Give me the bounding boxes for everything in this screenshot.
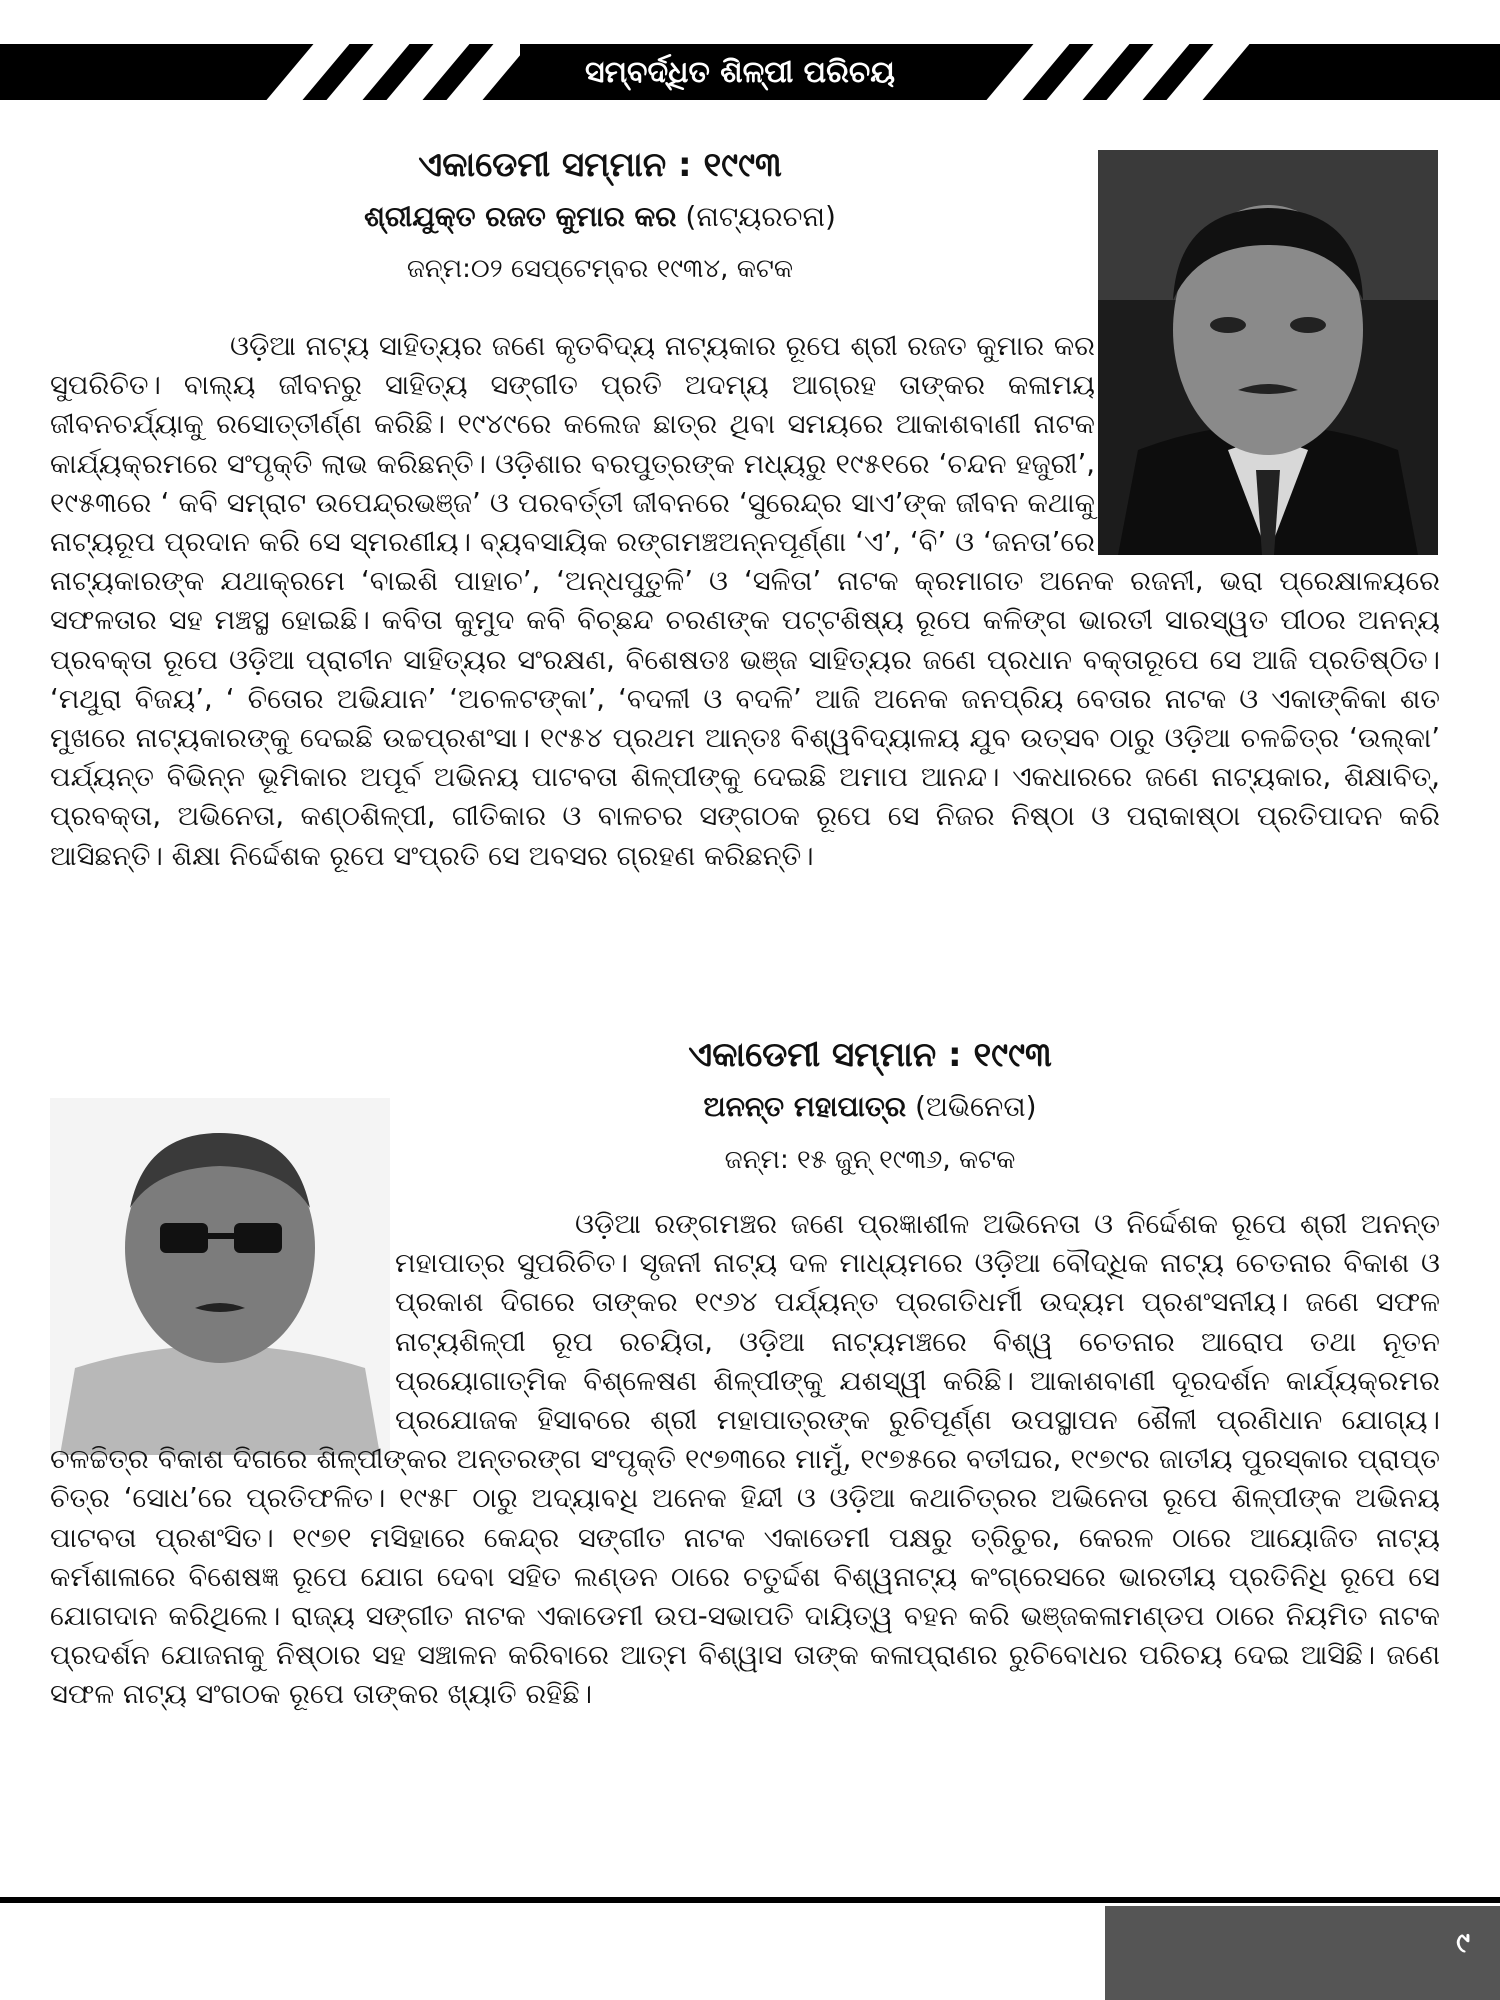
page-number: ୯ bbox=[1456, 1926, 1470, 1959]
profile2-award-heading: ଏକାଡେମୀ ସମ୍ମାନ : ୧୯୯୩ bbox=[688, 1035, 1052, 1075]
banner-title-box bbox=[520, 44, 960, 100]
page-number-box bbox=[1105, 1906, 1500, 2000]
profile2-bio-text: ଓଡ଼ିଆ ରଙ୍ଗମଞ୍ଚର ଜଣେ ପ୍ରଜ୍ଞାଶୀଳ ଅଭିନେତା ଓ ନିର୍ଦ୍ଦେଶକ ରୂପେ ଶ୍ରୀ ଅନନ୍ତ ମହାପାତ୍ର ସୁପରିଚିତ। ସୃଜନୀ ନାଟ୍ୟ ଦଳ ମାଧ୍ୟମରେ ଓଡ଼ିଆ ବୌଦ୍ଧିକ ନାଟ୍ୟ ଚେତନାର ବିକାଶ ଓ ପ୍ରକାଶ ଦିଗରେ ତାଙ୍କର ୧୯୬୪ ପର୍ଯ୍ୟନ୍ତ ପ୍ରଗତିଧର୍ମୀ ଉଦ୍ୟମ ପ୍ରଶଂସନୀୟ। ଜଣେ ସଫଳ ନାଟ୍ୟଶିଳ୍ପୀ ରୂପ ରଚୟିତା, ଓଡ଼ିଆ ନାଟ୍ୟମଞ୍ଚରେ ବିଶ୍ୱ ଚେତନାର ଆରୋପ ତଥା ନୂତନ ପ୍ରୟୋଗାତ୍ମିକ ବିଶ୍ଳେଷଣ ଶିଳ୍ପୀଙ୍କୁ ଯଶସ୍ୱୀ କରିଛି। ଆକାଶବାଣୀ ଦୂରଦର୍ଶନ କାର୍ଯ୍ୟକ୍ରମର ପ୍ରଯୋଜକ ହିସାବରେ ଶ୍ରୀ ମହାପାତ୍ରଙ୍କ ରୁଚିପୂର୍ଣ୍ଣ ଉପସ୍ଥାପନ ଶୈଳୀ ପ୍ରଣିଧାନ ଯୋଗ୍ୟ। ଚଳଚ୍ଚିତ୍ର ବିକାଶ ଦିଗରେ ଶିଳ୍ପୀଙ୍କର ଅନ୍ତରଙ୍ଗ ସଂପୃକ୍ତି ୧୯୭୩ରେ ମାମୁଁ, ୧୯୭୫ରେ ବତୀଘର, ୧୯୭୯ର ଜାତୀୟ ପୁରସ୍କାର ପ୍ରାପ୍ତ ଚିତ୍ର ‘ସୋଧ’ରେ ପ୍ରତିଫଳିତ। ୧୯୫୮ ଠାରୁ ଅଦ୍ୟାବଧି ଅନେକ ହିନ୍ଦୀ ଓ ଓଡ଼ିଆ କଥାଚିତ୍ରର ଅଭିନେତା ରୂପେ ଶିଳ୍ପୀଙ୍କ ଅଭିନୟ ପାଟବତା ପ୍ରଶଂସିତ। ୧୯୭୧ ମସିହାରେ କେନ୍ଦ୍ର ସଙ୍ଗୀତ ନାଟକ ଏକାଡେମୀ ପକ୍ଷରୁ ତ୍ରିଚୁର, କେରଳ ଠାରେ ଆୟୋଜିତ ନାଟ୍ୟ କର୍ମଶାଳାରେ ବିଶେଷଜ୍ଞ ରୂପେ ଯୋଗ ଦେବା ସହିତ ଲଣ୍ଡନ ଠାରେ ଚତୁର୍ଦ୍ଦଶ ବିଶ୍ୱନାଟ୍ୟ କଂଗ୍ରେସରେ ଭାରତୀୟ ପ୍ରତିନିଧି ରୂପେ ସେ ଯୋଗଦାନ କରିଥିଲେ। ରାଜ୍ୟ ସଙ୍ଗୀତ ନାଟକ ଏକାଡେମୀ ଉପ-ସଭାପତି ଦାୟିତ୍ୱ ବହନ କରି ଭଞ୍ଜକଳାମଣ୍ଡପ ଠାରେ ନିୟମିତ ନାଟକ ପ୍ରଦର୍ଶନ ଯୋଜନାକୁ ନିଷ୍ଠାର ସହ ସଞ୍ଚାଳନ କରିବାରେ ଆତ୍ମ ବିଶ୍ୱାସ ତାଙ୍କ କଳାପ୍ରାଣର ରୁଚିବୋଧର ପରିଚୟ ଦେଇ ଆସିଛି। ଜଣେ ସଫଳ ନାଟ୍ୟ ସଂଗଠକ ରୂପେ ତାଙ୍କର ଖ୍ୟାତି ରହିଛି। bbox=[50, 1208, 1440, 1711]
profile2-role: (ଅଭିନେତା) bbox=[914, 1090, 1037, 1123]
profile1-award-heading: ଏକାଡେମୀ ସମ୍ମାନ : ୧୯୯୩ bbox=[418, 145, 782, 185]
profile1-role: (ନାଟ୍ୟରଚନା) bbox=[685, 200, 836, 233]
profile1-bio bbox=[50, 327, 1440, 876]
profile2-birth: ଜନ୍ମ: ୧୫ ଜୁନ୍ ୧୯୩୬, କଟକ bbox=[724, 1145, 1016, 1175]
profile2-name-line bbox=[520, 1090, 1220, 1124]
profile1-name: ଶ୍ରୀଯୁକ୍ତ ରଜତ କୁମାର କର bbox=[364, 200, 677, 233]
profile2-bio bbox=[50, 1205, 1440, 1715]
profile1-bio-text: ଓଡ଼ିଆ ନାଟ୍ୟ ସାହିତ୍ୟର ଜଣେ କୃତବିଦ୍ୟ ନାଟ୍ୟକାର ରୂପେ ଶ୍ରୀ ରଜତ କୁମାର କର ସୁପରିଚିତ। ବାଲ୍ୟ ଜୀବନରୁ ସାହିତ୍ୟ ସଙ୍ଗୀତ ପ୍ରତି ଅଦମ୍ୟ ଆଗ୍ରହ ତାଙ୍କର କଳାମୟ ଜୀବନଚର୍ଯ୍ୟାକୁ ରସୋତ୍ତୀର୍ଣ୍ଣ କରିଛି। ୧୯୪୯ରେ କଲେଜ ଛାତ୍ର ଥିବା ସମୟରେ ଆକାଶବାଣୀ ନାଟକ କାର୍ଯ୍ୟକ୍ରମରେ ସଂପୃକ୍ତି ଲାଭ କରିଛନ୍ତି। ଓଡ଼ିଶାର ବରପୁତ୍ରଙ୍କ ମଧ୍ୟରୁ ୧୯୫୧ରେ ‘ଚନ୍ଦନ ହଜୁରୀ’, ୧୯୫୩ରେ ‘ କବି ସମ୍ରାଟ ଉପେନ୍ଦ୍ରଭଞ୍ଜ’ ଓ ପରବର୍ତ୍ତୀ ଜୀବନରେ ‘ସୁରେନ୍ଦ୍ର ସାଏ’ଙ୍କ ଜୀବନ କଥାକୁ ନାଟ୍ୟରୂପ ପ୍ରଦାନ କରି ସେ ସ୍ମରଣୀୟ। ବ୍ୟବସାୟିକ ରଙ୍ଗମଞ୍ଚଅନ୍ନପୂର୍ଣ୍ଣା ‘ଏ’, ‘ବି’ ଓ ‘ଜନତା’ରେ ନାଟ୍ୟକାରଙ୍କ ଯଥାକ୍ରମେ ‘ବାଇଶି ପାହାଚ’, ‘ଅନ୍ଧପୁତୁଳି’ ଓ ‘ସଳିତା’ ନାଟକ କ୍ରମାଗତ ଅନେକ ରଜନୀ, ଭରା ପ୍ରେକ୍ଷାଳୟରେ ସଫଳତାର ସହ ମଞ୍ଚସ୍ଥ ହୋଇଛି। କବିତା କୁମୁଦ କବି ବିଚ୍ଛନ୍ଦ ଚରଣଙ୍କ ପଟ୍ଟଶିଷ୍ୟ ରୂପେ କଳିଙ୍ଗ ଭାରତୀ ସାରସ୍ୱତ ପୀଠର ଅନନ୍ୟ ପ୍ରବକ୍ତା ରୂପେ ଓଡ଼ିଆ ପ୍ରାଚୀନ ସାହିତ୍ୟର ସଂରକ୍ଷଣ, ବିଶେଷତଃ ଭଞ୍ଜ ସାହିତ୍ୟର ଜଣେ ପ୍ରଧାନ ବକ୍ତାରୂପେ ସେ ଆଜି ପ୍ରତିଷ୍ଠିତ। ‘ମଥୁରା ବିଜୟ’, ‘ ଚିତୋର ଅଭିଯାନ’ ‘ଅଚଳଟଙ୍କା’, ‘ବଦଳୀ ଓ ବଦଳି’ ଆଜି ଅନେକ ଜନପ୍ରିୟ ବେତାର ନାଟକ ଓ ଏକାଙ୍କିକା ଶତ ମୁଖରେ ନାଟ୍ୟକାରଙ୍କୁ ଦେଇଛି ଉଚ୍ଚପ୍ରଶଂସା। ୧୯୫୪ ପ୍ରଥମ ଆନ୍ତଃ ବିଶ୍ୱବିଦ୍ୟାଳୟ ଯୁବ ଉତ୍ସବ ଠାରୁ ଓଡ଼ିଆ ଚଳଚ୍ଚିତ୍ର ‘ଉଲ୍କା’ ପର୍ଯ୍ୟନ୍ତ ବିଭିନ୍ନ ଭୂମିକାର ଅପୂର୍ବ ଅଭିନୟ ପାଟବତା ଶିଳ୍ପୀଙ୍କୁ ଦେଇଛି ଅମାପ ଆନନ୍ଦ। ଏକଧାରରେ ଜଣେ ନାଟ୍ୟକାର, ଶିକ୍ଷାବିତ୍, ପ୍ରବକ୍ତା, ଅଭିନେତା, କଣ୍ଠଶିଳ୍ପୀ, ଗୀତିକାର ଓ ବାଳଚର ସଙ୍ଗଠକ ରୂପେ ସେ ନିଜର ନିଷ୍ଠା ଓ ପରାକାଷ୍ଠା ପ୍ରତିପାଦନ କରି ଆସିଛନ୍ତି। ଶିକ୍ଷା ନିର୍ଦ୍ଦେଶକ ରୂପେ ସଂପ୍ରତି ସେ ଅବସର ଗ୍ରହଣ କରିଛନ୍ତି। bbox=[50, 330, 1440, 872]
footer-rule bbox=[0, 1897, 1500, 1903]
banner-title: ସମ୍ବର୍ଦ୍ଧିତ ଶିଳ୍ପୀ ପରିଚୟ bbox=[585, 54, 895, 90]
section-banner bbox=[0, 44, 1500, 100]
profile1-birth: ଜନ୍ମ:୦୨ ସେପ୍ଟେମ୍ବର ୧୯୩୪, କଟକ bbox=[406, 254, 794, 284]
profile1-name-line bbox=[220, 200, 980, 234]
profile2-name: ଅନନ୍ତ ମହାପାତ୍ର bbox=[703, 1090, 907, 1123]
